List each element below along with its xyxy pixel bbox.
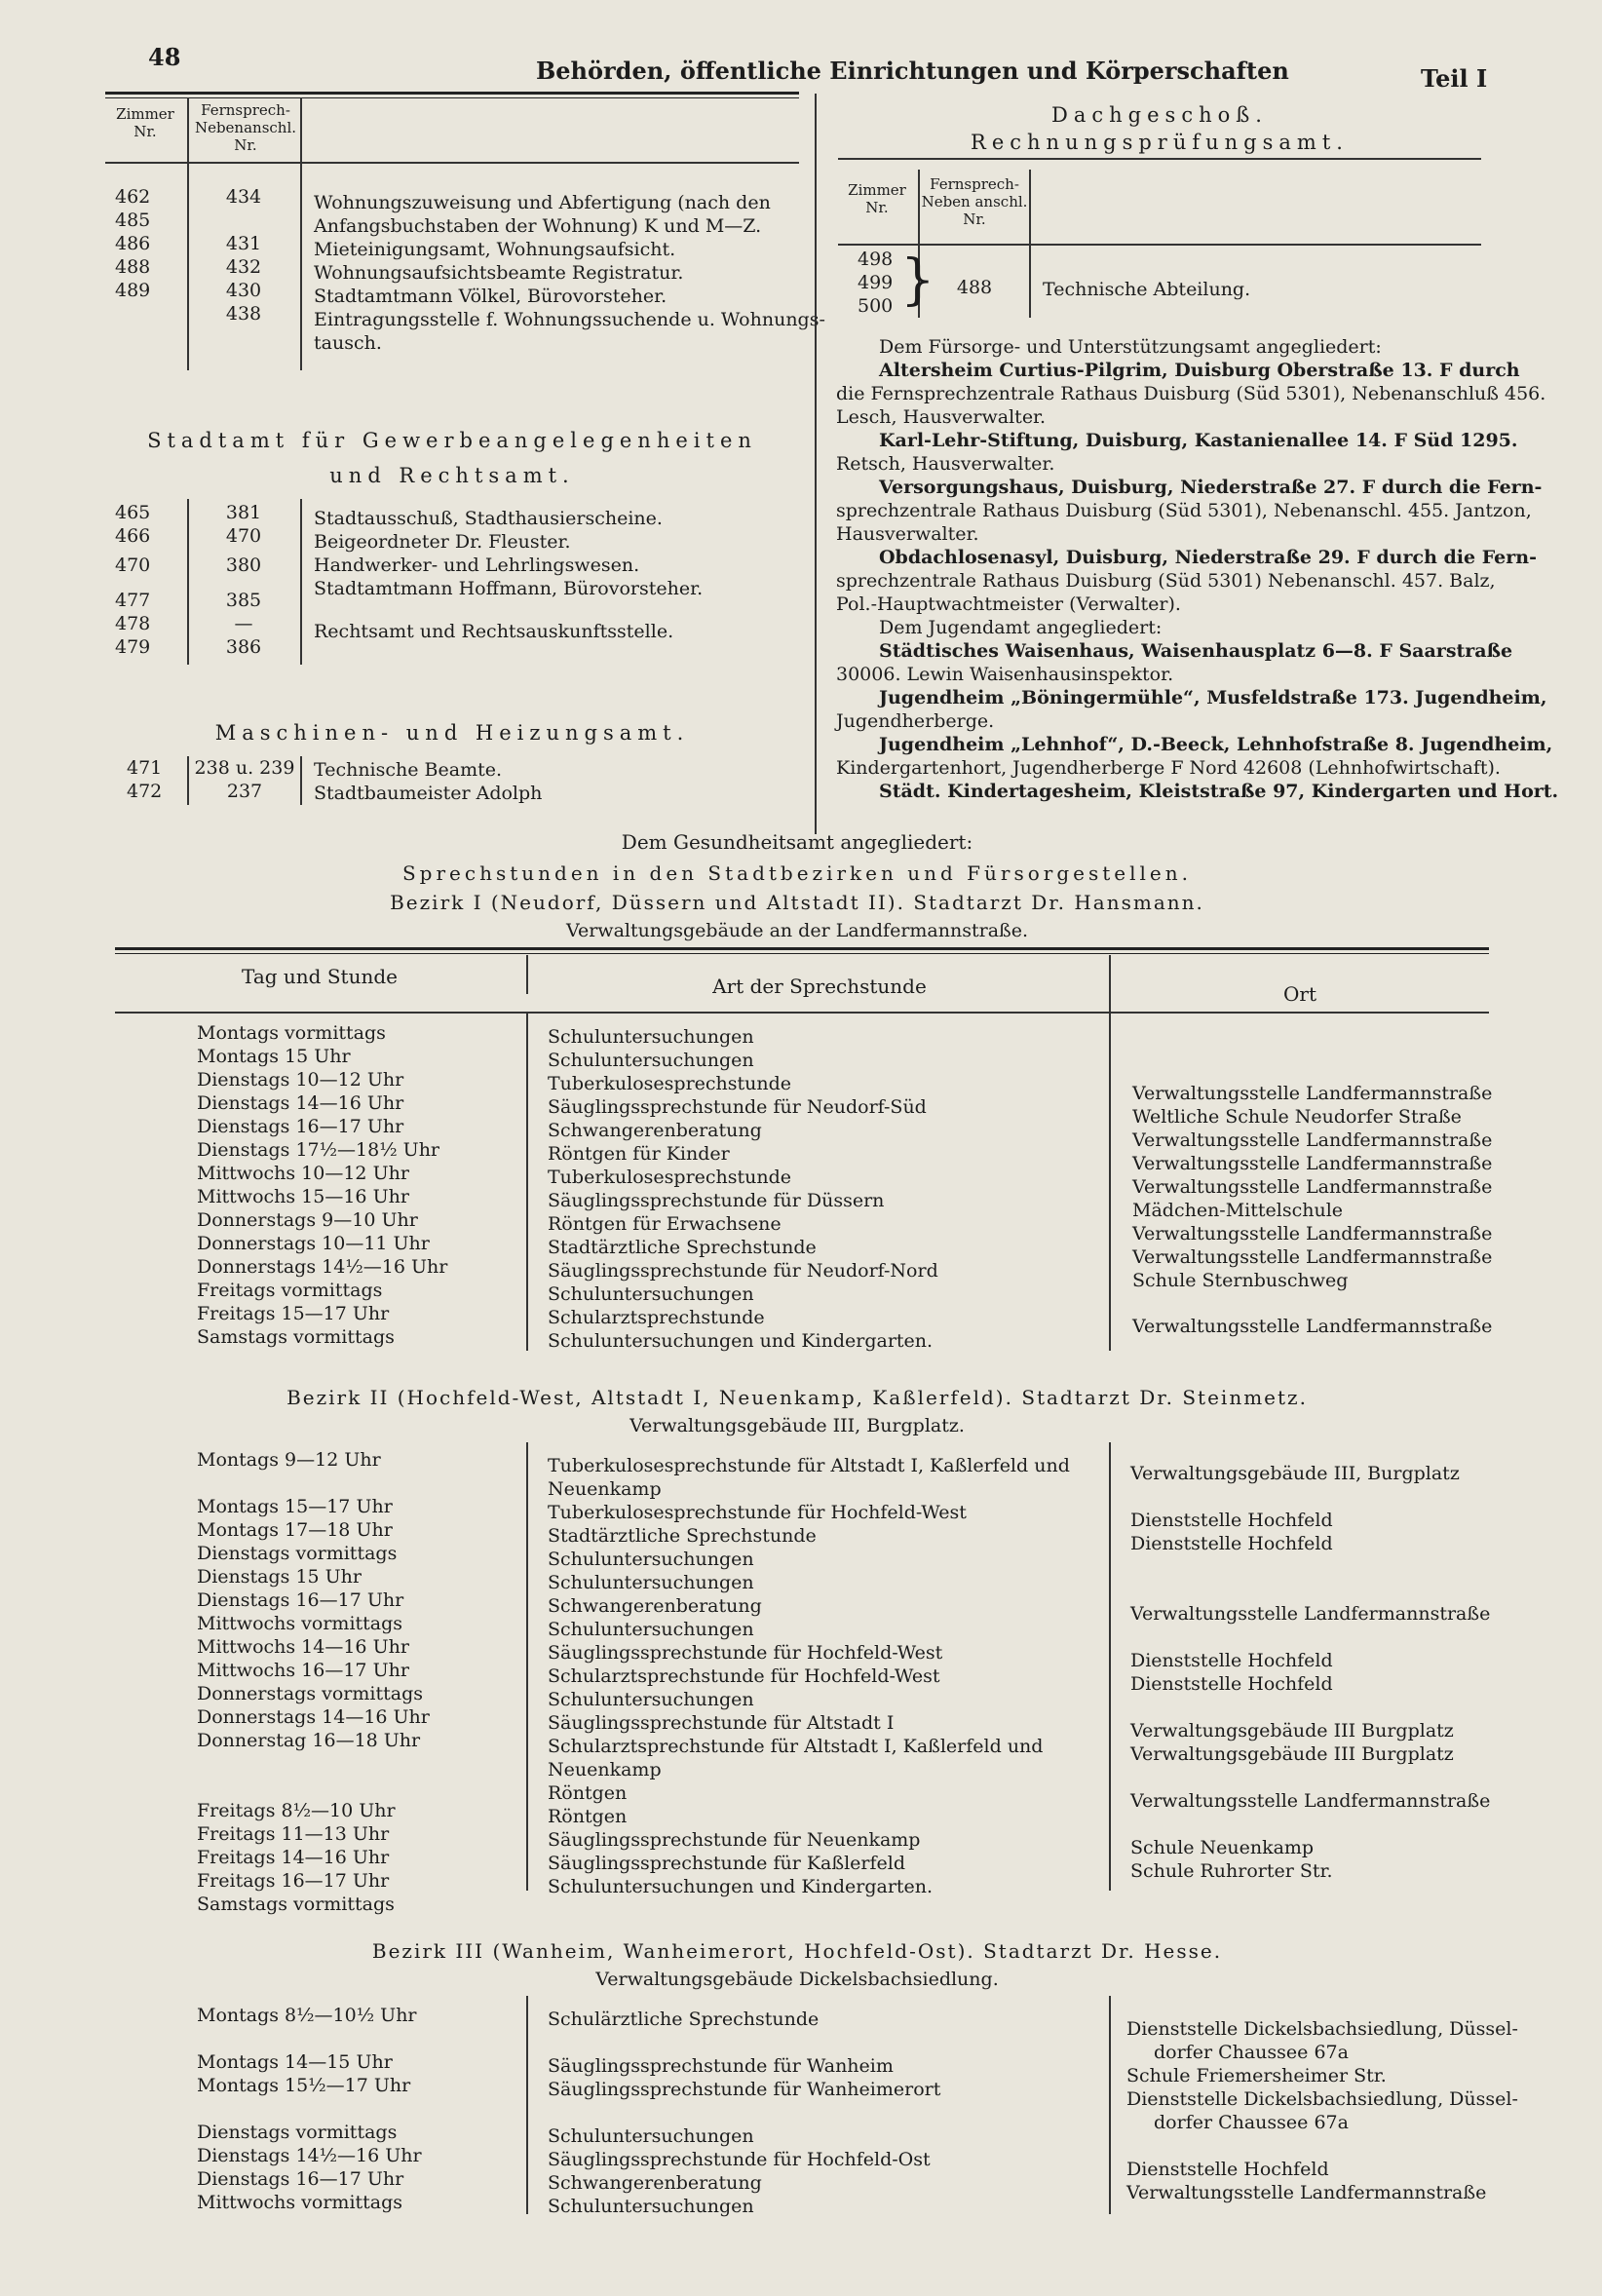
header-rule-left — [105, 92, 799, 95]
bezirk3-kinds — [548, 2008, 1113, 2218]
table-cell: Tuberkulosesprechstunde — [548, 1167, 792, 1188]
table-cell: Verwaltungsgebäude III, Burgplatz — [1130, 1463, 1460, 1484]
phone-number: — — [234, 613, 253, 634]
table-cell: Röntgen für Erwachsene — [548, 1213, 782, 1235]
description: Wohnungszuweisung und Abfertigung (nach den — [314, 192, 771, 213]
bezirk2-kinds — [548, 1454, 1113, 1898]
table-cell: Freitags vormittags — [197, 1280, 383, 1301]
phone-number: 470 — [225, 525, 262, 547]
description: Stadtamtmann Hoffmann, Bürovorsteher. — [314, 578, 704, 599]
table-cell: Mittwochs vormittags — [197, 2192, 403, 2213]
list-item: Städt. Kindertagesheim, Kleiststraße 97, Kindergarten und Hort. — [879, 781, 1559, 802]
table-cell: Schule Sternbuschweg — [1132, 1270, 1349, 1291]
health-heading: Dem Gesundheitsamt angegliedert: — [621, 830, 973, 854]
table-cell: Röntgen — [548, 1782, 628, 1804]
bezirk3-days — [197, 2004, 528, 2214]
table-cell: Schwangerenberatung — [548, 2172, 762, 2194]
header-rule-left-thin — [105, 97, 799, 98]
table-cell: Freitags 15—17 Uhr — [197, 1303, 390, 1324]
table-cell: Mittwochs vormittags — [197, 1613, 403, 1634]
list-item: Karl-Lehr-Stiftung, Duisburg, Kastanienallee 14. F Süd 1295. — [879, 430, 1518, 451]
table-cell: Montags 9—12 Uhr — [197, 1449, 381, 1471]
table-cell: dorfer Chaussee 67a — [1154, 2042, 1349, 2063]
phone-number: 380 — [225, 555, 262, 576]
table-cell: Stadtärztliche Sprechstunde — [548, 1237, 817, 1258]
table-cell: Dienststelle Dickelsbachsiedlung, Düssel- — [1126, 2018, 1518, 2040]
col-place-header: Ort — [1283, 982, 1316, 1006]
table-cell: Dienstags 16—17 Uhr — [197, 1116, 404, 1137]
phone-number: 434 — [225, 186, 262, 208]
table-cell: Schuluntersuchungen — [548, 2125, 754, 2147]
room-number: 500 — [858, 295, 894, 317]
table-cell: Donnerstags 14½—16 Uhr — [197, 1256, 448, 1278]
room-number: 472 — [127, 781, 163, 802]
table-cell: Schuluntersuchungen — [548, 1050, 754, 1071]
list-item: 30006. Lewin Waisenhausinspektor. — [836, 664, 1174, 685]
table-cell: Röntgen — [548, 1806, 628, 1827]
table-cell: Schularztsprechstunde für Hochfeld-West — [548, 1665, 940, 1687]
table-cell: Donnerstags 14—16 Uhr — [197, 1706, 430, 1728]
phone-number: 438 — [225, 303, 262, 325]
table-cell: Neuenkamp — [548, 1478, 662, 1500]
table-cell: Säuglingssprechstunde für Hochfeld-West — [548, 1642, 943, 1664]
table-cell: Schuluntersuchungen — [548, 1283, 754, 1305]
table-cell: Montags 14—15 Uhr — [197, 2051, 393, 2073]
table-cell: Donnerstags 9—10 Uhr — [197, 1209, 418, 1231]
table-cell: Schule Friemersheimer Str. — [1126, 2065, 1387, 2086]
table-cell: Schule Neuenkamp — [1130, 1837, 1315, 1858]
phone-number: 432 — [225, 256, 262, 278]
bezirk3-places — [1126, 2017, 1518, 2204]
table-cell: Verwaltungsstelle Landfermannstraße — [1132, 1176, 1493, 1198]
table-cell: Dienststelle Dickelsbachsiedlung, Düssel- — [1126, 2088, 1518, 2110]
table-cell: Röntgen für Kinder — [548, 1143, 730, 1165]
table-cell: Samstags vormittags — [197, 1326, 395, 1348]
room-number: 477 — [115, 590, 151, 611]
table-cell: Dienststelle Hochfeld — [1130, 1533, 1333, 1554]
table-cell: Donnerstag 16—18 Uhr — [197, 1730, 421, 1751]
list-item: Lesch, Hausverwalter. — [836, 406, 1047, 428]
table-cell: Dienstags 14—16 Uhr — [197, 1092, 404, 1114]
table-cell: Schuluntersuchungen — [548, 1026, 754, 1048]
col-phone-header: Fernsprech-Neben anschl. Nr. — [921, 175, 1028, 228]
list-item: Pol.-Hauptwachtmeister (Verwalter). — [836, 593, 1181, 615]
bezirk1-kinds — [548, 1025, 1113, 1353]
table-cell: Dienststelle Hochfeld — [1130, 1673, 1333, 1695]
table-cell: Freitags 11—13 Uhr — [197, 1823, 390, 1845]
district-subtitle: Verwaltungsgebäude an der Landfermannstraße. — [566, 920, 1028, 941]
col-room-header: Zimmer Nr. — [116, 105, 174, 140]
list-item: Jugendherberge. — [836, 710, 995, 732]
table-cell: Verwaltungsstelle Landfermannstraße — [1132, 1246, 1493, 1268]
list-item: Dem Jugendamt angegliedert: — [879, 617, 1163, 638]
room-number: 485 — [115, 210, 151, 231]
table-cell: Verwaltungsstelle Landfermannstraße — [1132, 1223, 1493, 1244]
table-cell: Dienstags 16—17 Uhr — [197, 1589, 404, 1611]
table-cell: Dienstags 17½—18½ Uhr — [197, 1139, 440, 1161]
phone-number: 488 — [956, 277, 993, 298]
table-cell: Verwaltungsstelle Landfermannstraße — [1130, 1603, 1491, 1625]
col-day-header: Tag und Stunde — [242, 965, 398, 988]
table-cell: Mittwochs 16—17 Uhr — [197, 1660, 409, 1681]
table-cell: Dienstags 16—17 Uhr — [197, 2168, 404, 2190]
table-cell: Verwaltungsgebäude III Burgplatz — [1130, 1720, 1454, 1741]
section-title: Stadtamt für Gewerbeangelegenheiten — [147, 429, 757, 452]
table-cell: Verwaltungsstelle Landfermannstraße — [1126, 2182, 1487, 2203]
table-cell: Tuberkulosesprechstunde — [548, 1073, 792, 1094]
room-number: 488 — [115, 256, 151, 278]
room-number: 470 — [115, 555, 151, 576]
table-cell: Donnerstags vormittags — [197, 1683, 423, 1704]
list-item: Dem Fürsorge- und Unterstützungsamt angegliedert: — [879, 336, 1382, 358]
col-phone-header: Fernsprech-Nebenanschl. Nr. — [194, 101, 297, 154]
list-item: Kindergartenhort, Jugendherberge F Nord 42608 (Lehnhofwirtschaft). — [836, 757, 1501, 779]
institution-list — [836, 335, 1559, 803]
list-item: Versorgungshaus, Duisburg, Niederstraße 27. F durch die Fern- — [879, 477, 1543, 498]
room-number: 479 — [115, 636, 151, 658]
table-cell: Verwaltungsstelle Landfermannstraße — [1132, 1083, 1493, 1104]
description-column — [314, 191, 825, 355]
table-cell: Schwangerenberatung — [548, 1120, 762, 1141]
table-cell: Verwaltungsstelle Landfermannstraße — [1132, 1153, 1493, 1174]
bezirk1-days — [197, 1021, 528, 1349]
table-cell: Dienststelle Hochfeld — [1130, 1510, 1333, 1531]
table-cell: Säuglingssprechstunde für Altstadt I — [548, 1712, 895, 1734]
table-cell: Mittwochs 14—16 Uhr — [197, 1636, 409, 1658]
table-cell: Montags 17—18 Uhr — [197, 1519, 393, 1541]
list-item: sprechzentrale Rathaus Duisburg (Süd 5301), Nebenanschl. 455. Jantzon, — [836, 500, 1532, 521]
description: Stadtbaumeister Adolph — [314, 783, 543, 804]
room-number: 489 — [115, 280, 151, 301]
room-number: 462 — [115, 186, 151, 208]
table-cell: Schuluntersuchungen — [548, 1549, 754, 1570]
description: Eintragungsstelle f. Wohnungssuchende u. Wohnungs- — [314, 309, 825, 330]
description: Rechtsamt und Rechtsauskunftsstelle. — [314, 621, 674, 642]
table-cell: Neuenkamp — [548, 1759, 662, 1780]
room-column — [115, 501, 185, 659]
section-title: Rechnungsprüfungsamt. — [971, 131, 1349, 154]
bezirk2-places — [1130, 1462, 1491, 1883]
room-number: 478 — [115, 613, 151, 634]
description: Wohnungsaufsichtsbeamte Registratur. — [314, 262, 684, 284]
page-number: 48 — [148, 43, 181, 71]
table-cell: Säuglingssprechstunde für Wanheim — [548, 2055, 894, 2077]
table-cell: Säuglingssprechstunde für Neudorf-Nord — [548, 1260, 938, 1282]
bezirk2-days — [197, 1448, 528, 1916]
table-cell: Schuluntersuchungen — [548, 1572, 754, 1593]
col-room-header: Zimmer Nr. — [848, 181, 906, 216]
room-number: 471 — [127, 757, 163, 779]
table-cell: Schulärztliche Sprechstunde — [548, 2009, 820, 2030]
description: tausch. — [314, 332, 382, 354]
district-title: Bezirk II (Hochfeld-West, Altstadt I, Neuenkamp, Kaßlerfeld). Stadtarzt Dr. Steinmetz. — [286, 1386, 1308, 1409]
col-kind-header: Art der Sprechstunde — [712, 975, 927, 998]
room-number: 499 — [858, 272, 894, 293]
room-number: 466 — [115, 525, 151, 547]
list-item: Jugendheim „Lehnhof“, D.-Beeck, Lehnhofstraße 8. Jugendheim, — [879, 734, 1553, 755]
table-cell: Freitags 8½—10 Uhr — [197, 1800, 396, 1821]
table-cell: Säuglingssprechstunde für Düssern — [548, 1190, 885, 1211]
bezirk1-places — [1132, 1082, 1493, 1338]
table-cell: Schuluntersuchungen — [548, 1619, 754, 1640]
list-item: die Fernsprechzentrale Rathaus Duisburg (Süd 5301), Nebenanschluß 456. — [836, 383, 1546, 404]
district-subtitle: Verwaltungsgebäude III, Burgplatz. — [629, 1415, 965, 1436]
description: Stadtamtmann Völkel, Bürovorsteher. — [314, 286, 668, 307]
list-item: Retsch, Hausverwalter. — [836, 453, 1055, 475]
table-cell: Dienstags 14½—16 Uhr — [197, 2145, 422, 2166]
col-divider — [187, 97, 189, 370]
description: Anfangsbuchstaben der Wohnung) K und M—Z. — [314, 215, 762, 237]
description: Mieteinigungsamt, Wohnungsaufsicht. — [314, 239, 676, 260]
table-cell: Säuglingssprechstunde für Neuenkamp — [548, 1829, 921, 1851]
room-column — [127, 756, 185, 803]
brace: } — [900, 249, 935, 312]
table-cell: Montags 15½—17 Uhr — [197, 2075, 411, 2096]
table-cell: Säuglingssprechstunde für Hochfeld-Ost — [548, 2149, 931, 2170]
district-subtitle: Verwaltungsgebäude Dickelsbachsiedlung. — [595, 1969, 999, 1990]
table-cell: Tuberkulosesprechstunde für Altstadt I, Kaßlerfeld und — [548, 1455, 1070, 1476]
table-cell: dorfer Chaussee 67a — [1154, 2112, 1349, 2133]
phone-column — [189, 756, 300, 803]
column-divider — [815, 94, 817, 834]
description: Handwerker- und Lehrlingswesen. — [314, 555, 640, 576]
section-title: Maschinen- und Heizungsamt. — [214, 721, 690, 745]
table-cell: Schularztsprechstunde für Altstadt I, Kaßlerfeld und — [548, 1736, 1044, 1757]
table-cell: Tuberkulosesprechstunde für Hochfeld-West — [548, 1502, 967, 1523]
description: Stadtausschuß, Stadthausierscheine. — [314, 508, 663, 529]
table-cell: Verwaltungsgebäude III Burgplatz — [1130, 1743, 1454, 1765]
list-item: Altersheim Curtius-Pilgrim, Duisburg Oberstraße 13. F durch — [879, 360, 1520, 381]
table-cell: Freitags 16—17 Uhr — [197, 1870, 390, 1892]
table-cell: Schwangerenberatung — [548, 1595, 762, 1617]
table-cell: Verwaltungsstelle Landfermannstraße — [1132, 1129, 1493, 1151]
phone-column — [195, 185, 292, 325]
page-title: Behörden, öffentliche Einrichtungen und Körperschaften — [536, 57, 1289, 85]
room-number: 486 — [115, 233, 151, 254]
list-item: sprechzentrale Rathaus Duisburg (Süd 5301) Nebenanschl. 457. Balz, — [836, 570, 1496, 592]
table-cell: Montags 8½—10½ Uhr — [197, 2005, 417, 2026]
table-cell: Dienststelle Hochfeld — [1130, 1650, 1333, 1671]
phone-number: 237 — [226, 781, 263, 802]
header-divider — [105, 162, 799, 164]
phone-number: 386 — [225, 636, 262, 658]
list-item: Städtisches Waisenhaus, Waisenhausplatz 6—8. F Saarstraße — [879, 640, 1513, 662]
phone-number: 238 u. 239 — [194, 757, 295, 779]
list-item: Hausverwalter. — [836, 523, 979, 545]
table-cell: Dienstags vormittags — [197, 2122, 398, 2143]
phone-number: 430 — [225, 280, 262, 301]
room-column — [115, 185, 185, 302]
col-divider — [300, 97, 302, 370]
table-cell: Schuluntersuchungen und Kindergarten. — [548, 1330, 934, 1352]
list-item: Obdachlosenasyl, Duisburg, Niederstraße 29. F durch die Fern- — [879, 547, 1537, 568]
description: Technische Beamte. — [314, 759, 503, 781]
phone-number: 431 — [225, 233, 262, 254]
table-cell: Freitags 14—16 Uhr — [197, 1847, 390, 1868]
table-cell: Säuglingssprechstunde für Wanheimerort — [548, 2079, 941, 2100]
phone-number: 381 — [225, 502, 262, 523]
table-cell: Mittwochs 10—12 Uhr — [197, 1163, 409, 1184]
table-cell: Schuluntersuchungen — [548, 2196, 754, 2217]
table-cell: Verwaltungsstelle Landfermannstraße — [1132, 1316, 1493, 1337]
section-title: Dachgeschoß. — [1051, 103, 1268, 127]
table-cell: Schuluntersuchungen und Kindergarten. — [548, 1876, 934, 1897]
table-cell: Verwaltungsstelle Landfermannstraße — [1130, 1790, 1491, 1812]
list-item: Jugendheim „Böningermühle“, Musfeldstraße 173. Jugendheim, — [879, 687, 1547, 708]
table-cell: Säuglingssprechstunde für Kaßlerfeld — [548, 1853, 905, 1874]
district-title: Bezirk I (Neudorf, Düssern und Altstadt II). Stadtarzt Dr. Hansmann. — [390, 891, 1204, 914]
table-cell: Schuluntersuchungen — [548, 1689, 754, 1710]
description: Beigeordneter Dr. Fleuster. — [314, 531, 571, 553]
health-heading: Sprechstunden in den Stadtbezirken und Fürsorgestellen. — [401, 861, 1192, 885]
table-cell: Montags 15 Uhr — [197, 1046, 351, 1067]
district-title: Bezirk III (Wanheim, Wanheimerort, Hochfeld-Ost). Stadtarzt Dr. Hesse. — [371, 1939, 1223, 1963]
table-cell: Dienstags vormittags — [197, 1543, 398, 1564]
table-cell: Dienstags 15 Uhr — [197, 1566, 362, 1588]
description: Technische Abteilung. — [1043, 279, 1251, 300]
table-cell: Samstags vormittags — [197, 1894, 395, 1915]
phone-column — [195, 501, 292, 659]
table-cell: Stadtärztliche Sprechstunde — [548, 1525, 817, 1547]
table-cell: Dienststelle Hochfeld — [1126, 2159, 1329, 2180]
part-label: Teil I — [1421, 64, 1488, 93]
room-number: 465 — [115, 502, 151, 523]
description-column — [314, 758, 801, 805]
room-number: 498 — [858, 249, 894, 270]
table-cell: Säuglingssprechstunde für Neudorf-Süd — [548, 1096, 927, 1118]
table-cell: Weltliche Schule Neudorfer Straße — [1132, 1106, 1462, 1128]
table-cell: Schule Ruhrorter Str. — [1130, 1860, 1333, 1882]
table-cell: Dienstags 10—12 Uhr — [197, 1069, 404, 1091]
phone-number: 385 — [225, 590, 262, 611]
table-cell: Donnerstags 10—11 Uhr — [197, 1233, 430, 1254]
table-cell: Mittwochs 15—16 Uhr — [197, 1186, 409, 1207]
section-title: und Rechtsamt. — [329, 464, 575, 487]
table-cell: Montags vormittags — [197, 1022, 386, 1044]
table-cell: Schularztsprechstunde — [548, 1307, 765, 1328]
table-cell: Montags 15—17 Uhr — [197, 1496, 393, 1517]
table-cell: Mädchen-Mittelschule — [1132, 1200, 1344, 1221]
description-column — [314, 507, 801, 643]
